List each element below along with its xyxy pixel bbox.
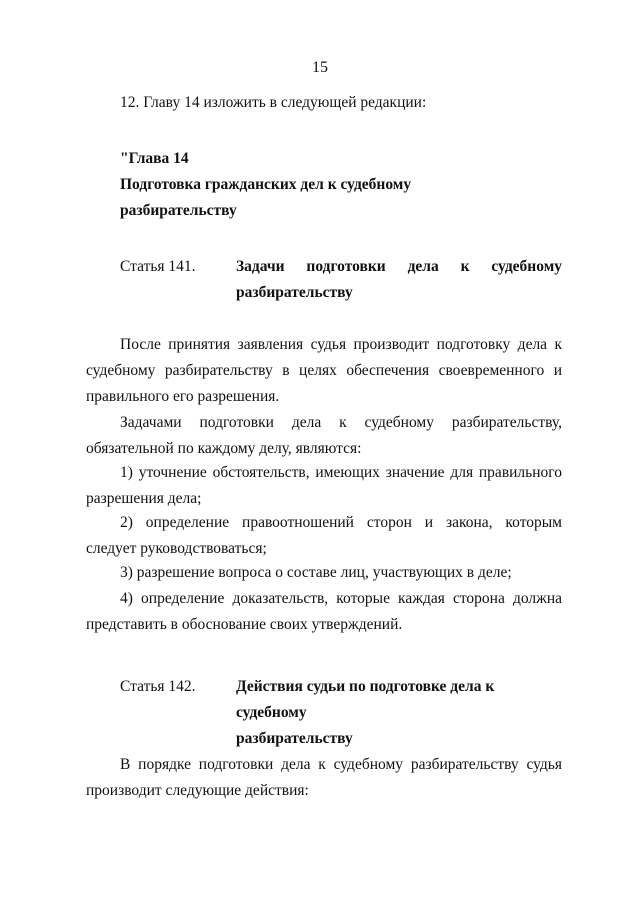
chapter-title-line-1: Подготовка гражданских дел к судебному — [120, 176, 412, 193]
chapter-title-line-2: разбирательству — [120, 202, 237, 219]
article-141-title — [236, 254, 562, 306]
intro-text: 12. Главу 14 изложить в следующей редакции: — [120, 94, 427, 111]
article-141-paragraph-4: 2) определение правоотношений сторон и закона, которым следует руководствоваться; — [86, 514, 562, 557]
article-142-label: Статья 142. — [120, 678, 196, 695]
article-141-paragraph-3: 1) уточнение обстоятельств, имеющих значение для правильного разрешения дела; — [86, 464, 562, 507]
chapter-heading: "Глава 14 — [120, 150, 189, 167]
article-142-paragraph-1: В порядке подготовки дела к судебному разбирательству судья производит следующие действия: — [86, 756, 562, 799]
article-141-paragraph-5: 3) разрешение вопроса о составе лиц, участвующих в деле; — [120, 564, 512, 581]
article-141-paragraph-1: После принятия заявления судья производит подготовку дела к судебному разбирательству в целях обеспечения своевременного и правильного его разрешения. — [86, 336, 562, 405]
article-142-title-line-2: разбирательству — [236, 730, 353, 747]
article-141-paragraph-6: 4) определение доказательств, которые каждая сторона должна представить в обоснование своих утверждений. — [86, 590, 562, 633]
article-141-paragraph-2: Задачами подготовки дела к судебному разбирательству, обязательной по каждому делу, являются: — [86, 414, 562, 457]
page-number: 15 — [312, 59, 328, 76]
article-141-label: Статья 141. — [120, 258, 196, 275]
article-141-title-line-2: разбирательству — [236, 284, 353, 301]
article-141-title-line-1: Задачи подготовки дела к судебному — [236, 258, 562, 275]
article-142-title-line-1: Действия судьи по подготовке дела к судебному — [236, 678, 495, 721]
chapter-block — [120, 146, 411, 224]
article-142-title — [236, 674, 562, 752]
